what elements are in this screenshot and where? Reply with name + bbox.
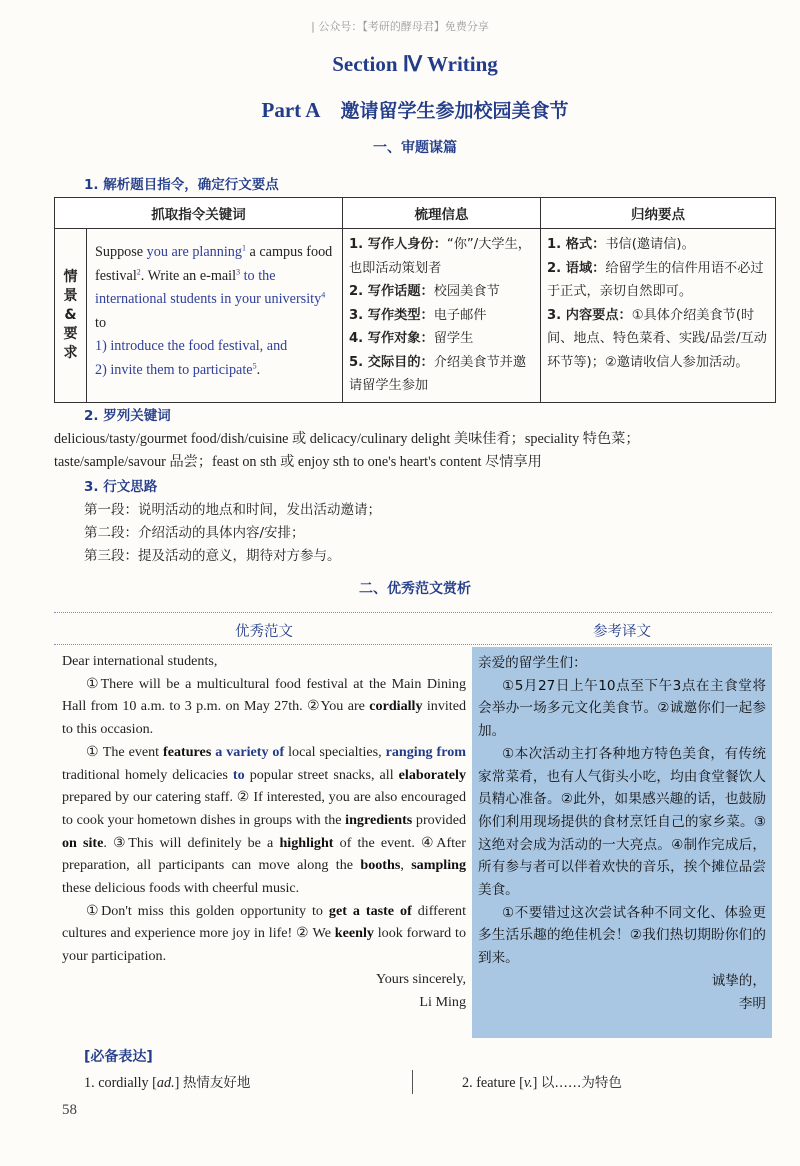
keywords-list: [54, 428, 794, 474]
essay-signature: Li Ming: [419, 993, 466, 1010]
essay-text: . ③This will definitely be a: [103, 834, 280, 851]
point-item: [547, 257, 769, 304]
outline-item: 第三段：提及活动的意义，期待对方参与。: [84, 548, 341, 564]
prompt-sup: 2: [136, 266, 141, 276]
table-header-info: 梳理信息: [343, 198, 541, 229]
keyword-line: delicious/tasty/gourmet food/dish/cuisine 或 delicacy/culinary delight 美味佳肴；speciality 特色菜；: [54, 431, 640, 447]
subsection-heading-1: 一、审题谋篇: [373, 140, 457, 156]
essay-text: provided: [412, 811, 466, 828]
translation-paragraph: ①5月27日上午10点至下午3点在主食堂将会举办一场多元文化美食节。②诚邀你们一起参加。: [478, 677, 766, 740]
essay-highlight: booths: [360, 857, 401, 874]
prompt-sup: 1: [241, 243, 246, 253]
prompt-text: Suppose: [95, 244, 147, 260]
info-label: 4. 写作对象：: [349, 331, 434, 346]
essay-greeting: Dear international students,: [62, 653, 218, 669]
info-item: [349, 327, 534, 351]
essay-highlight: ranging from: [385, 743, 466, 760]
translation-column-title: 参考译文: [593, 624, 651, 640]
essay-highlight: keenly: [334, 925, 374, 942]
info-item: [349, 304, 534, 328]
divider: [54, 612, 772, 613]
expression-word: 2. feature [: [462, 1075, 524, 1091]
essay-closing: Yours sincerely,: [375, 970, 466, 987]
essay-text: of the event. ④After preparation, all participants can move along the: [62, 834, 466, 874]
expression-pos: ad.: [156, 1075, 175, 1091]
expression-word: 1. cordially [: [84, 1075, 157, 1091]
subsection-heading-2: 二、优秀范文赏析: [359, 581, 471, 597]
part-label: Part A: [261, 98, 321, 122]
translation-signature: 李明: [738, 995, 766, 1012]
info-text: 校园美食节: [433, 284, 500, 299]
expression-item: [462, 1071, 622, 1092]
divider: [54, 644, 772, 645]
translation-paragraph: ①不要错过这次尝试各种不同文化、体验更多生活乐趣的绝佳机会！②我们热切期盼你们的到来。: [478, 904, 766, 967]
point-text: 书信(邀请信)。: [605, 237, 695, 252]
prompt-text: to: [95, 314, 107, 331]
prompt-key: you are planning: [146, 244, 242, 260]
essay-text: different cultures and experience more joy in life! ② We: [62, 902, 466, 942]
point-text: 给留学生的信件用语不必过于正式，亲切自然即可。: [547, 260, 764, 299]
heading-analyze: 1. 解析题目指令，确定行文要点: [84, 177, 279, 193]
prompt-task-1: 1) introduce the food festival, and: [95, 338, 288, 354]
essay-text: invited to this occasion.: [62, 698, 467, 738]
info-text: 介绍美食节并邀请留学生参加: [349, 354, 527, 393]
expression-bracket: ]: [532, 1075, 541, 1091]
prompt-sup: 3: [236, 266, 241, 276]
info-text: 电子邮件: [433, 307, 487, 323]
info-cell: [343, 229, 541, 403]
divider: [412, 1070, 413, 1094]
info-label: 5. 交际目的：: [349, 354, 434, 370]
translation-text: [478, 652, 766, 1015]
section-title: Section Ⅳ Writing: [332, 52, 498, 76]
keyword-line: taste/sample/savour 品尝；feast on sth 或 enjoy sth to one's heart's content 尽情享用: [54, 454, 542, 470]
point-item: [547, 233, 769, 257]
table-header-keywords: 抓取指令关键词: [55, 198, 343, 229]
side-char: 情: [63, 268, 78, 285]
essay-text: ①There will be a multicultural food festival at the Main Dining Hall from 10 a.m. to 3 p.m. on May 27th. ②You are: [62, 675, 466, 715]
essay-text: these delicious foods with cheerful music.: [62, 880, 300, 897]
side-char: 求: [63, 344, 78, 361]
prompt-key: to the international students in your university: [95, 267, 322, 307]
essay-text: ,: [400, 857, 412, 874]
sample-essay: [62, 650, 466, 1013]
prompt-text: . Write an e-mail: [140, 267, 237, 284]
points-cell: [541, 229, 776, 403]
essay-text: look forward to your participation.: [62, 925, 466, 965]
key-expressions-heading: [必备表达]: [84, 1049, 153, 1065]
expression-meaning: 以……为特色: [540, 1075, 622, 1091]
page-number: 58: [62, 1102, 77, 1118]
essay-column-title: 优秀范文: [235, 624, 293, 640]
part-topic: 邀请留学生参加校园美食节: [340, 100, 569, 122]
watermark: | 公众号：【考研的酵母君】免费分享: [311, 20, 489, 33]
essay-highlight: highlight: [279, 834, 334, 851]
prompt-task-2: 2) invite them to participate: [95, 361, 253, 378]
side-char: &: [64, 306, 77, 323]
table-row: [55, 229, 776, 403]
translation-closing: 诚挚的，: [711, 972, 766, 989]
translation-paragraph: ①本次活动主打各种地方特色美食，有传统家常菜肴，也有人气街头小吃，均由食堂餐饮人员精心准备。②此外，如果感兴趣的话，也鼓励你们利用现场提供的食材烹饪自己的家乡菜。③这绝对会成为活动的一大亮点。④制作完成后，所有参与者可以伴着欢快的音乐，挨个摊位品尝美食。: [478, 745, 766, 899]
essay-paragraph: [62, 900, 466, 968]
heading-outline: 3. 行文思路: [84, 479, 158, 495]
expression-item: [84, 1071, 250, 1092]
prompt-sup: 4: [321, 290, 326, 300]
prompt-cell: [87, 229, 343, 403]
essay-text: local specialties,: [284, 743, 386, 760]
analysis-table: [54, 197, 776, 403]
point-item: [547, 304, 769, 375]
info-item: [349, 233, 534, 280]
prompt-sup: 5: [252, 360, 257, 370]
info-label: 1. 写作人身份：: [349, 237, 447, 252]
essay-highlight: features: [163, 743, 212, 760]
info-text: “你”/大学生，也即活动策划者: [349, 237, 531, 276]
essay-highlight: elaborately: [398, 766, 466, 783]
outline-list: [84, 499, 381, 568]
essay-highlight: cordially: [369, 698, 423, 715]
side-char: 景: [63, 287, 78, 304]
table-header-row: [55, 198, 776, 229]
expression-bracket: ]: [174, 1075, 183, 1091]
heading-keywords: 2. 罗列关键词: [84, 408, 171, 424]
essay-paragraph: [62, 741, 466, 900]
table-header-points: 归纳要点: [541, 198, 776, 229]
essay-text: ① The event: [86, 743, 164, 760]
part-title: [0, 96, 800, 123]
prompt-text: .: [256, 361, 261, 378]
info-label: 3. 写作类型：: [349, 307, 434, 323]
essay-text: ①Don't miss this golden opportunity to: [86, 902, 329, 919]
essay-paragraph: [62, 673, 466, 741]
side-label: [55, 229, 87, 403]
essay-text: popular street snacks, all: [244, 766, 399, 783]
point-label: 1. 格式：: [547, 237, 606, 252]
info-item: [349, 280, 534, 304]
translation-greeting: 亲爱的留学生们：: [478, 655, 587, 671]
essay-text: traditional homely delicacies: [62, 766, 233, 783]
info-label: 2. 写作话题：: [349, 284, 434, 299]
point-label: 2. 语域：: [547, 260, 606, 276]
info-item: [349, 351, 534, 398]
outline-item: 第一段：说明活动的地点和时间，发出活动邀请；: [84, 502, 381, 518]
essay-highlight: a variety of: [215, 743, 285, 760]
essay-highlight: on site: [62, 834, 104, 851]
expression-pos: v.: [523, 1075, 533, 1091]
essay-highlight: get a taste of: [328, 902, 412, 919]
prompt-text: a campus food festival: [95, 244, 333, 284]
essay-highlight: sampling: [411, 857, 467, 874]
point-label: 3. 内容要点：: [547, 307, 632, 323]
essay-text: prepared by our catering staff. ② If interested, you are also encouraged to cook your hometown dishes in groups with the: [62, 789, 466, 828]
point-text: ①具体介绍美食节(时间、地点、特色菜肴、实践/品尝/互动环节等)；②邀请收信人参加活动。: [547, 307, 767, 370]
side-char: 要: [63, 325, 78, 342]
expression-meaning: 热情友好地: [182, 1075, 251, 1091]
outline-item: 第二段：介绍活动的具体内容/安排；: [84, 525, 305, 541]
essay-highlight: to: [232, 766, 245, 783]
essay-highlight: ingredients: [345, 811, 413, 828]
info-text: 留学生: [433, 331, 474, 346]
